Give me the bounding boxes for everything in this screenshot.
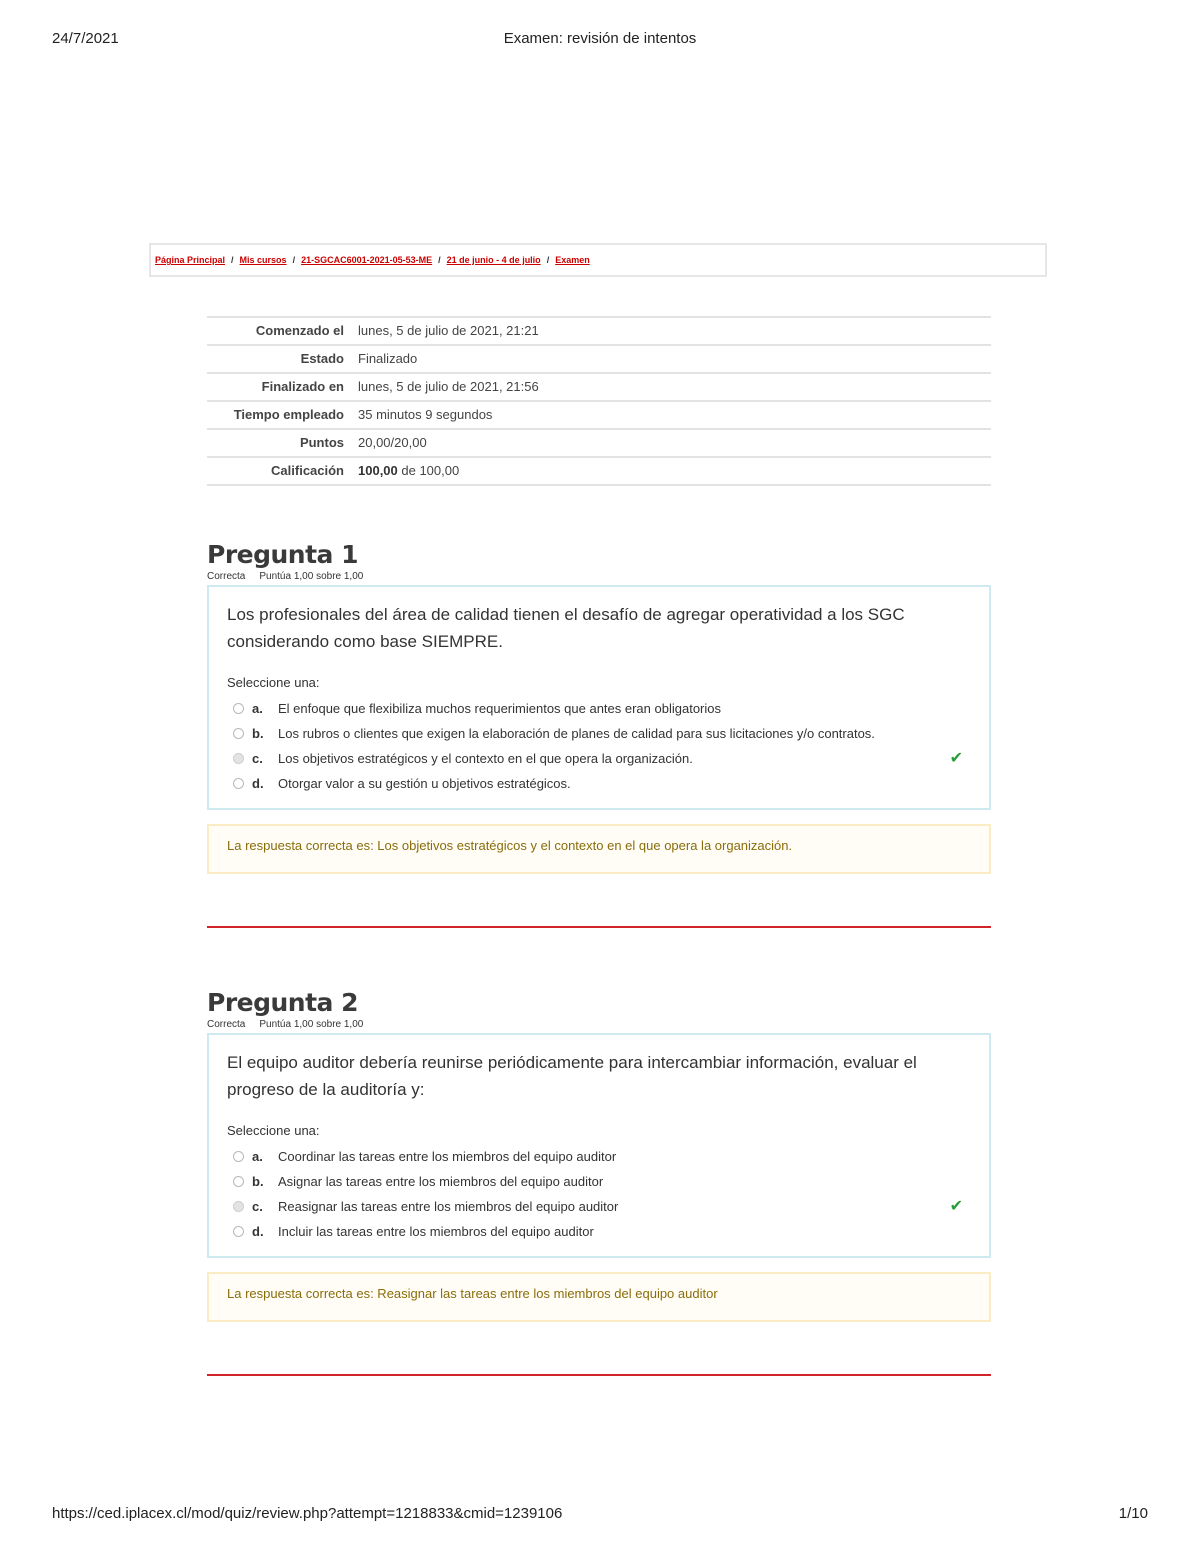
print-url: https://ced.iplacex.cl/mod/quiz/review.php?attempt=1218833&cmid=1239106	[52, 1505, 563, 1522]
option-text: El enfoque que flexibiliza muchos requerimientos que antes eran obligatorios	[278, 701, 721, 716]
option-text: Reasignar las tareas entre los miembros del equipo auditor	[278, 1199, 619, 1214]
radio-button[interactable]	[233, 1176, 244, 1187]
summary-label: Comenzado el	[255, 323, 344, 338]
option-letter: b.	[252, 1174, 264, 1189]
grade-max: de 100,00	[397, 463, 460, 478]
option-letter: a.	[252, 701, 263, 716]
radio-button[interactable]	[233, 728, 244, 739]
option-letter: d.	[252, 1224, 264, 1239]
question-text: El equipo auditor debería reunirse periódicamente para intercambiar información, evaluar el progreso de la auditoría y:	[227, 1053, 917, 1099]
question-score: Puntúa 1,00 sobre 1,00	[259, 1019, 364, 1030]
breadcrumb-course-link[interactable]: 21-SGCAC6001-2021-05-53-ME	[301, 255, 433, 265]
summary-value: 35 minutos 9 segundos	[358, 407, 493, 422]
radio-button-selected[interactable]	[233, 1201, 244, 1212]
answer-option-c[interactable]	[227, 746, 971, 771]
radio-button-selected[interactable]	[233, 753, 244, 764]
correct-answer-feedback: La respuesta correcta es: Reasignar las tareas entre los miembros del equipo auditor	[207, 1272, 991, 1322]
answer-option-d[interactable]	[227, 771, 971, 796]
answer-option-c[interactable]	[227, 1194, 971, 1219]
summary-value: lunes, 5 de julio de 2021, 21:56	[358, 379, 539, 394]
question-meta	[207, 1019, 991, 1033]
question-status: Correcta	[207, 1019, 246, 1030]
option-text: Asignar las tareas entre los miembros del equipo auditor	[278, 1174, 604, 1189]
option-letter: b.	[252, 726, 264, 741]
breadcrumb	[149, 243, 1047, 277]
breadcrumb-separator: /	[438, 255, 441, 265]
summary-label: Calificación	[271, 463, 344, 478]
summary-value: 20,00/20,00	[358, 435, 427, 450]
attempt-summary-table	[207, 316, 991, 486]
summary-value: Finalizado	[358, 351, 418, 366]
summary-value: lunes, 5 de julio de 2021, 21:21	[358, 323, 539, 338]
option-text: Los rubros o clientes que exigen la elaboración de planes de calidad para sus licitaciones y/o contratos.	[278, 726, 875, 741]
summary-label: Estado	[300, 351, 344, 366]
radio-button[interactable]	[233, 1151, 244, 1162]
breadcrumb-exam-link[interactable]: Examen	[555, 255, 590, 265]
summary-row-started	[207, 317, 991, 345]
print-date: 24/7/2021	[52, 30, 119, 47]
correct-check-icon: ✔	[949, 750, 963, 767]
question-2	[207, 988, 991, 1322]
question-content-box	[207, 1033, 991, 1258]
print-page-number: 1/10	[1118, 1505, 1148, 1522]
summary-label: Tiempo empleado	[233, 407, 344, 422]
print-header	[52, 30, 1148, 50]
summary-value	[352, 457, 991, 485]
print-title: Examen: revisión de intentos	[503, 30, 697, 47]
breadcrumb-section-link[interactable]: 21 de junio - 4 de julio	[446, 255, 541, 265]
question-1	[207, 540, 991, 874]
summary-label: Finalizado en	[261, 379, 344, 394]
breadcrumb-my-courses-link[interactable]: Mis cursos	[239, 255, 287, 265]
option-letter: a.	[252, 1149, 263, 1164]
answer-option-b[interactable]	[227, 1169, 971, 1194]
question-text: Los profesionales del área de calidad tienen el desafío de agregar operatividad a los SGC considerando como base SIEMPRE.	[227, 605, 905, 651]
question-score: Puntúa 1,00 sobre 1,00	[259, 571, 364, 582]
summary-row-time-taken	[207, 401, 991, 429]
question-prompt: Seleccione una:	[227, 1123, 320, 1138]
summary-label: Puntos	[299, 435, 344, 450]
radio-button[interactable]	[233, 1226, 244, 1237]
question-prompt: Seleccione una:	[227, 675, 320, 690]
question-divider	[207, 926, 991, 928]
question-title: Pregunta 1	[207, 540, 359, 569]
option-text: Coordinar las tareas entre los miembros del equipo auditor	[278, 1149, 617, 1164]
question-content-box	[207, 585, 991, 810]
correct-answer-feedback: La respuesta correcta es: Los objetivos estratégicos y el contexto en el que opera la organización.	[207, 824, 991, 874]
summary-row-state	[207, 345, 991, 373]
breadcrumb-home-link[interactable]: Página Principal	[155, 255, 226, 265]
answer-option-d[interactable]	[227, 1219, 971, 1244]
breadcrumb-separator: /	[546, 255, 550, 265]
option-text: Incluir las tareas entre los miembros del equipo auditor	[278, 1224, 594, 1239]
breadcrumb-separator: /	[231, 255, 234, 265]
option-letter: c.	[252, 751, 263, 766]
option-letter: d.	[252, 776, 264, 791]
answer-option-a[interactable]	[227, 696, 971, 721]
option-text: Los objetivos estratégicos y el contexto en el que opera la organización.	[278, 751, 693, 766]
question-divider	[207, 1374, 991, 1376]
answer-option-b[interactable]	[227, 721, 971, 746]
question-meta	[207, 571, 991, 585]
question-title: Pregunta 2	[207, 988, 359, 1017]
answer-option-a[interactable]	[227, 1144, 971, 1169]
option-text: Otorgar valor a su gestión u objetivos estratégicos.	[278, 776, 571, 791]
correct-check-icon: ✔	[949, 1198, 963, 1215]
summary-row-finished	[207, 373, 991, 401]
radio-button[interactable]	[233, 778, 244, 789]
option-letter: c.	[252, 1199, 263, 1214]
summary-row-grade	[207, 457, 991, 485]
print-footer	[52, 1505, 1148, 1525]
breadcrumb-separator: /	[292, 255, 296, 265]
grade-value: 100,00	[358, 463, 398, 478]
radio-button[interactable]	[233, 703, 244, 714]
summary-row-points	[207, 429, 991, 457]
question-status: Correcta	[207, 571, 246, 582]
